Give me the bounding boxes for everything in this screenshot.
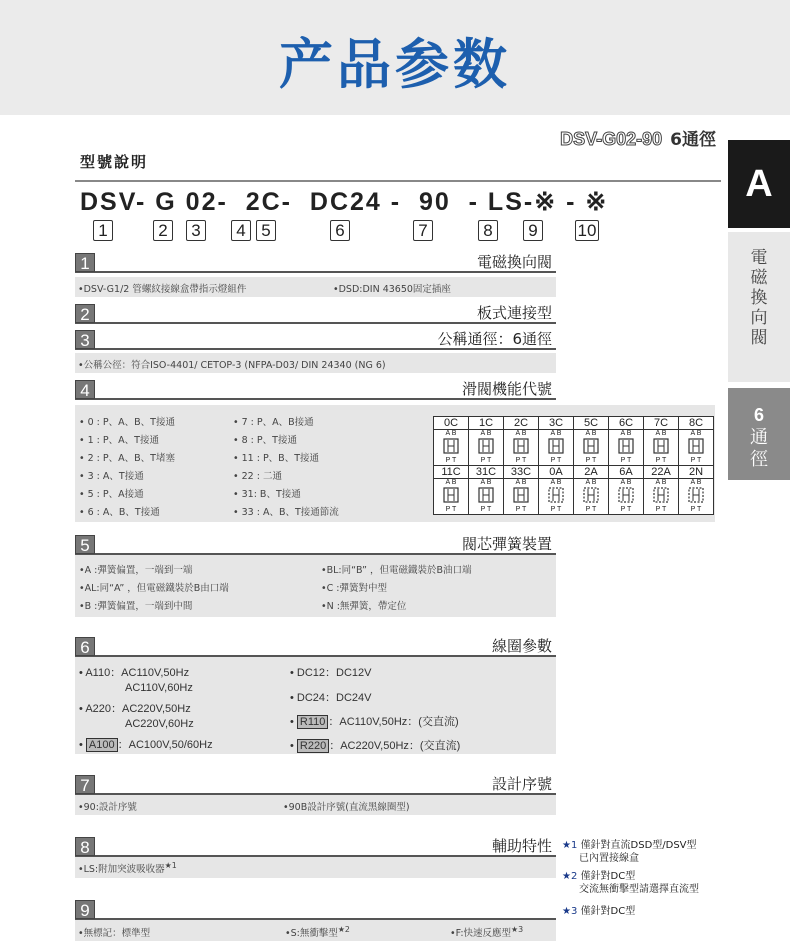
side-tab-category[interactable] [728, 232, 790, 382]
valve-code-label: 3C [539, 417, 574, 430]
tab-char: 向 [750, 308, 768, 328]
item: • 22 : 二通 [233, 471, 282, 482]
valve-symbol-icon [609, 430, 644, 466]
star-icon: ★3 [562, 906, 578, 917]
valve-code-label: 5C [574, 417, 609, 430]
item: ：AC220V,50Hz：(交直流) [329, 740, 461, 752]
port-label: P T [690, 506, 702, 513]
divider [75, 180, 721, 182]
item: AC110V,60Hz [125, 682, 193, 694]
star-icon: ★2 [562, 871, 578, 882]
section-number: 7 [75, 775, 95, 794]
footnote-1 [562, 839, 697, 865]
valve-code-label: 31C [469, 466, 504, 479]
port-label: A B [515, 479, 527, 486]
section-number: 5 [75, 535, 95, 554]
item: •F:快速反應型 [450, 928, 512, 940]
port-label: P T [620, 457, 632, 464]
code-number: 3 [186, 220, 206, 241]
port-label: P T [445, 457, 457, 464]
port-label: P T [655, 457, 667, 464]
valve-symbol-icon [644, 430, 679, 466]
section-title: 板式連接型 [476, 304, 552, 322]
valve-code-label: 6C [609, 417, 644, 430]
valve-symbol-icon [434, 430, 469, 466]
section-4 [75, 380, 556, 400]
port-label: P T [550, 457, 562, 464]
item: •90B設計序號(直流黑線圈型) [283, 802, 410, 813]
valve-symbol-icon [574, 430, 609, 466]
valve-code-label: 11C [434, 466, 469, 479]
code-number: 1 [93, 220, 113, 241]
item: ：AC110V,50Hz：(交直流) [328, 716, 459, 728]
model-top-code: DSV-G02-90 [560, 129, 663, 149]
footnote-line: 僅針對DC型 [580, 871, 636, 882]
code-number: 7 [413, 220, 433, 241]
footnote-line: 僅針對直流DSD型/DSV型 [580, 840, 697, 851]
tab-char: 電 [750, 248, 768, 268]
port-label: A B [445, 430, 457, 437]
valve-symbol-icon [539, 430, 574, 466]
model-top-size: 6通徑 [670, 130, 716, 150]
item: AC220V,60Hz [125, 718, 194, 730]
page-title: 产品参数 [279, 33, 511, 96]
section-2 [75, 304, 556, 324]
valve-symbol-icon [434, 479, 469, 515]
valve-symbol-icon [679, 479, 714, 515]
valve-symbol-table [433, 416, 714, 515]
spool-icon [478, 438, 494, 454]
tab-char: 磁 [750, 268, 768, 288]
item: •C :彈簧對中型 [321, 583, 387, 594]
tab-char: 通 [750, 427, 768, 448]
spool-icon [583, 438, 599, 454]
item: •S:無衝擊型 [285, 928, 338, 940]
section-number: 2 [75, 304, 95, 323]
spool-icon [513, 438, 529, 454]
item: •N :無彈簧，帶定位 [321, 601, 407, 612]
code-number: 6 [330, 220, 350, 241]
section-3 [75, 330, 556, 373]
valve-code-label: 8C [679, 417, 714, 430]
section-number: 6 [75, 637, 95, 656]
valve-symbol-icon [539, 479, 574, 515]
item: •無標記：標準型 [78, 928, 151, 939]
section-8 [75, 837, 556, 878]
section-title: 滑閥機能代號 [461, 380, 552, 398]
item: •公稱公徑：符合ISO-4401/ CETOP-3 (NFPA-D03/ DIN 24340 (NG 6) [78, 360, 386, 371]
port-label: P T [480, 457, 492, 464]
spool-icon [688, 438, 704, 454]
port-label: P T [690, 457, 702, 464]
item: •DSD:DIN 43650固定插座 [333, 284, 451, 295]
valve-code-label: 22A [644, 466, 679, 479]
valve-code-label: 2A [574, 466, 609, 479]
port-label: A B [620, 479, 632, 486]
valve-symbol-icon [574, 479, 609, 515]
item: • 5 : P、A接通 [79, 489, 144, 500]
port-label: P T [655, 506, 667, 513]
footnote-mark: ★1 [164, 861, 177, 870]
code-number: 5 [256, 220, 276, 241]
port-label: A B [550, 479, 562, 486]
item: • 6 : A、B、T接通 [79, 507, 160, 518]
footnote-line: 僅針對DC型 [580, 906, 636, 917]
valve-symbol-icon [644, 479, 679, 515]
tab-num: 6 [753, 405, 764, 425]
item: • 33 : A、B、T接通節流 [233, 507, 339, 518]
valve-code-label: 33C [504, 466, 539, 479]
section-9 [75, 900, 556, 941]
star-icon: ★1 [562, 840, 578, 851]
code-box: A100 [86, 738, 118, 752]
valve-symbol-icon [504, 430, 539, 466]
section-title: 輔助特性 [491, 837, 552, 855]
valve-code-label: 2N [679, 466, 714, 479]
valve-code-label: 6A [609, 466, 644, 479]
code-number: 9 [523, 220, 543, 241]
code-number: 2 [153, 220, 173, 241]
port-label: A B [690, 479, 702, 486]
port-label: A B [480, 479, 492, 486]
port-label: P T [585, 506, 597, 513]
item: • 8 : P、T接通 [233, 435, 297, 446]
port-label: A B [655, 479, 667, 486]
section-title: 設計序號 [491, 775, 552, 793]
port-label: A B [585, 479, 597, 486]
port-label: A B [480, 430, 492, 437]
item: • 31: B、T接通 [233, 489, 301, 500]
section-1 [75, 253, 556, 297]
section-7 [75, 775, 556, 815]
spool-icon [548, 438, 564, 454]
spool-icon [688, 487, 704, 503]
item: • 0 : P、A、B、T接通 [79, 417, 175, 428]
spool-icon [583, 487, 599, 503]
spool-icon [618, 487, 634, 503]
item: • 11 : P、B、T接通 [233, 453, 320, 464]
item: •DSV-G1/2 管螺紋接線盒帶指示燈組件 [78, 284, 247, 295]
spool-icon [653, 487, 669, 503]
valve-code-label: 0A [539, 466, 574, 479]
spool-icon [548, 487, 564, 503]
tab-char: 閥 [750, 328, 768, 348]
item: •90:設計序號 [78, 802, 137, 813]
section-title: 閥芯彈簧裝置 [461, 535, 552, 553]
spool-icon [618, 438, 634, 454]
footnote-2 [562, 870, 699, 896]
tab-char: 換 [750, 288, 768, 308]
section-heading: 型號說明 [80, 153, 149, 171]
item: • 3 : A、T接通 [79, 471, 144, 482]
valve-symbol-icon [469, 479, 504, 515]
valve-code-label: 2C [504, 417, 539, 430]
item: •B :彈簧偏置，一端到中間 [79, 601, 193, 612]
valve-code-label: 0C [434, 417, 469, 430]
port-label: A B [550, 430, 562, 437]
port-label: A B [515, 430, 527, 437]
item: DC12：DC12V [296, 667, 372, 679]
code-box: R220 [297, 739, 329, 753]
footnote-mark: ★2 [337, 925, 350, 934]
section-title: 電磁換向閥 [476, 253, 552, 271]
section-5 [75, 535, 556, 617]
item: •A :彈簧偏置，一端到一端 [79, 565, 193, 576]
port-label: P T [515, 506, 527, 513]
item: A220：AC220V,50Hz [85, 703, 191, 715]
section-title: 線圈參數 [491, 637, 552, 655]
section-number: 4 [75, 380, 95, 399]
valve-symbol-icon [469, 430, 504, 466]
port-label: A B [655, 430, 667, 437]
port-label: A B [585, 430, 597, 437]
item: • 7 : P、A、B接通 [233, 417, 314, 428]
item: • 2 : P、A、B、T堵塞 [79, 453, 175, 464]
model-top [560, 125, 716, 150]
code-number: 10 [575, 220, 599, 241]
valve-code-label: 1C [469, 417, 504, 430]
port-label: P T [515, 457, 527, 464]
section-number: 9 [75, 900, 95, 919]
port-label: A B [445, 479, 457, 486]
footnote-line: 已內置接線盒 [579, 853, 639, 864]
footnote-3 [562, 905, 635, 918]
item: DC24：DC24V [296, 692, 372, 704]
section-number: 1 [75, 253, 95, 272]
port-label: A B [620, 430, 632, 437]
item: • 1 : P、A、T接通 [79, 435, 159, 446]
section-number: 3 [75, 330, 95, 349]
port-label: P T [480, 506, 492, 513]
footnote-line: 交流無衝擊型請選擇直流型 [579, 884, 699, 895]
side-tab-size[interactable] [728, 388, 790, 480]
valve-symbol-icon [504, 479, 539, 515]
code-number: 8 [478, 220, 498, 241]
side-tab-letter[interactable]: A [728, 140, 790, 228]
section-number: 8 [75, 837, 95, 856]
section-title: 公稱通徑：6通徑 [437, 330, 552, 348]
item: •BL:同“B” ，但電磁鐵裝於B油口端 [321, 565, 472, 576]
port-label: A B [690, 430, 702, 437]
valve-code-label: 7C [644, 417, 679, 430]
spool-icon [443, 438, 459, 454]
code-box: R110 [297, 715, 328, 729]
valve-symbol-icon [609, 479, 644, 515]
spool-icon [653, 438, 669, 454]
spool-icon [513, 487, 529, 503]
port-label: P T [620, 506, 632, 513]
footnote-mark: ★3 [511, 925, 524, 934]
valve-symbol-icon [679, 430, 714, 466]
item: ：AC100V,50/60Hz [117, 739, 213, 751]
item: •LS:附加突波吸收器 [78, 864, 165, 876]
code-number: 4 [231, 220, 251, 241]
section-6: 6 線圈參數 • A110：AC110V,50Hz AC110V,60Hz • A220：AC220V,50Hz AC220V,60Hz • A100 ：AC100V,50/60Hz • DC12：DC12V • DC24：DC24V • R110 ：AC110V,50Hz：(交直流) • R220 ：AC220V,50Hz：(交直流) [75, 637, 556, 754]
item: A110：AC110V,50Hz [85, 667, 190, 679]
port-label: P T [445, 506, 457, 513]
spool-icon [443, 487, 459, 503]
port-label: P T [550, 506, 562, 513]
model-code: DSV- G 02- 2C- DC24 - 90 - LS-※ - ※ [80, 188, 609, 216]
tab-char: 徑 [750, 449, 768, 470]
item: •AL:同“A” ，但電磁鐵裝於B由口端 [79, 583, 229, 594]
spool-icon [478, 487, 494, 503]
port-label: P T [585, 457, 597, 464]
